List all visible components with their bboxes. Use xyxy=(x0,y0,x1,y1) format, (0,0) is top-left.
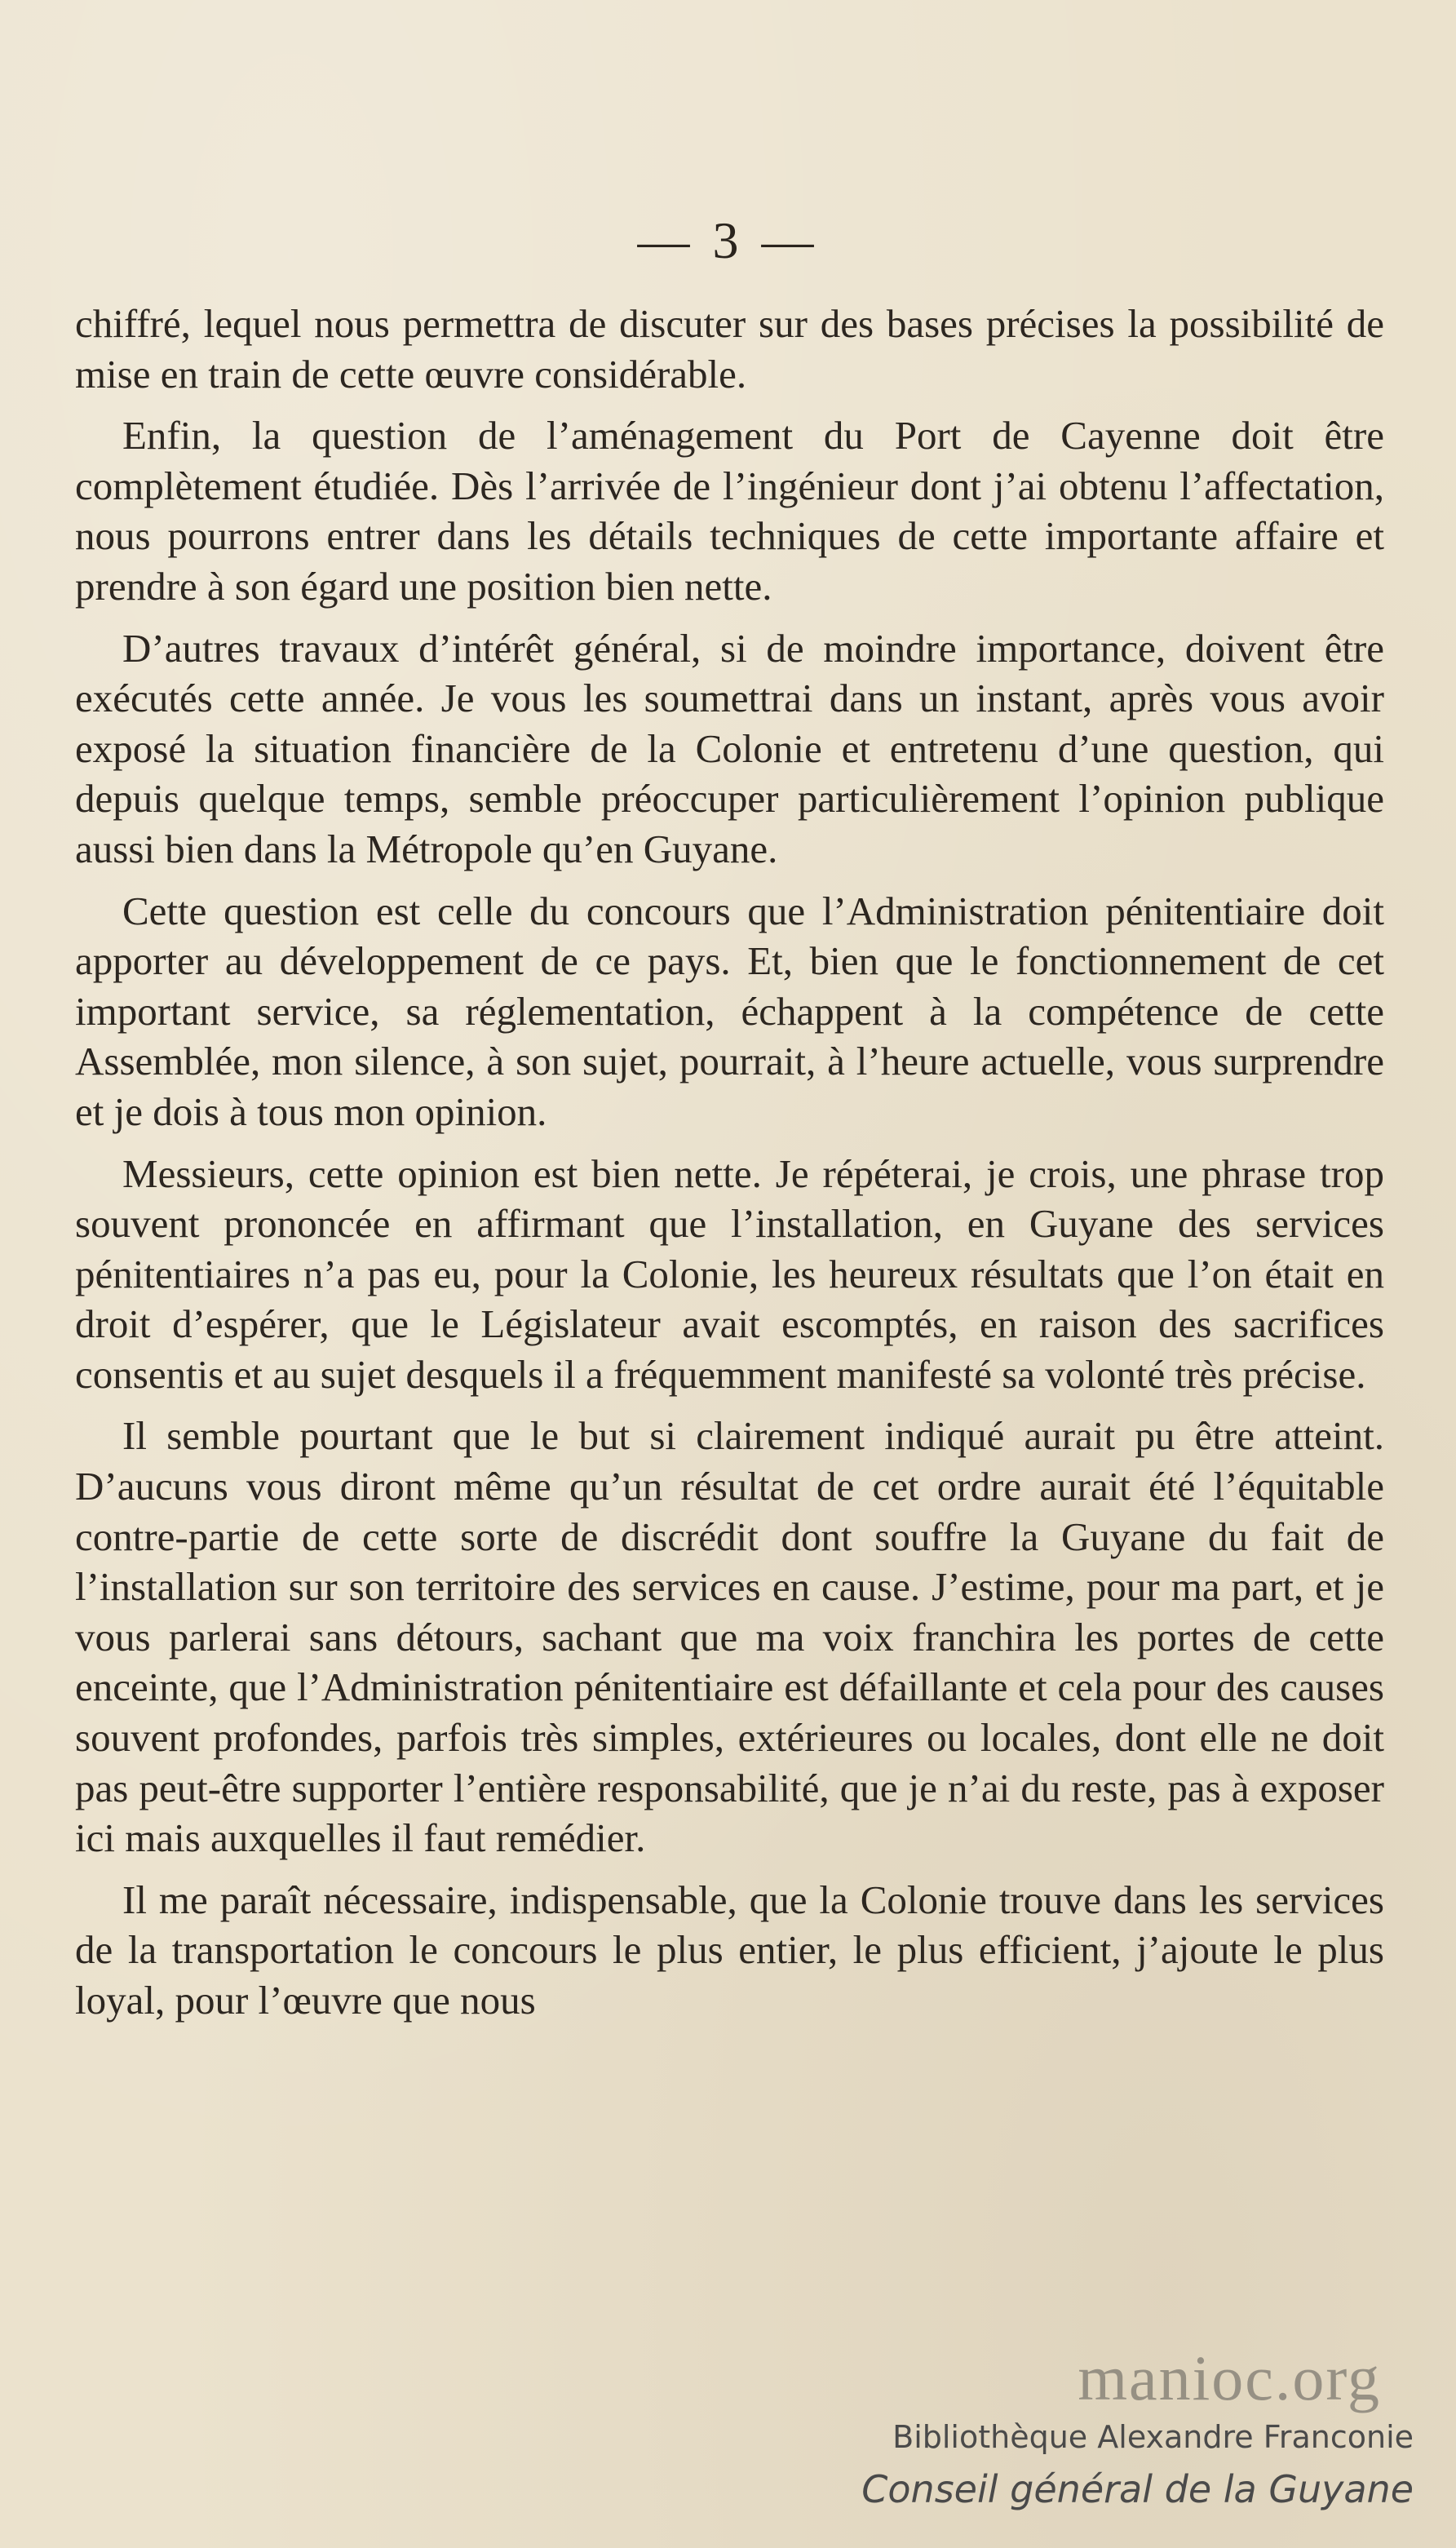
paragraph-1: chiffré, lequel nous permettra de discuter sur des bases précises la possibilité de mise en train de cette œuvre considérable. xyxy=(75,301,1384,397)
library-credit: Bibliothèque Alexandre Franconie xyxy=(892,2419,1414,2455)
paragraph-4: Cette question est celle du concours que l’Administration pénitentiaire doit apporter au développement de ce pays. Et, bien que le fonctionnement de cet important service, sa réglementation, échappent à la compétence de cette Assemblée, mon silence, à son sujet, pourrait, à l’heure actuelle, vous surprendre et je dois à tous mon opinion. xyxy=(75,888,1384,1134)
paragraph-5: Messieurs, cette opinion est bien nette. Je répéterai, je crois, une phrase trop souvent prononcée en affirmant que l’installation, en Guyane des services pénitentiaires n’a pas eu, pour la Colonie, les heureux résultats que l’on était en droit d’espérer, que le Législateur avait escomptés, en raison des sacrifices consentis et au sujet desquels il a fréquemment manifesté sa volonté très précise. xyxy=(75,1150,1384,1397)
paragraph-2: Enfin, la question de l’aménagement du Port de Cayenne doit être complètement étudiée. Dès l’arrivée de l’ingénieur dont j’ai obtenu l’affectation, nous pourrons entrer dans les détails techniques de cette importante affaire et prendre à son égard une position bien nette. xyxy=(75,413,1384,609)
paragraph-7: Il me paraît nécessaire, indispensable, que la Colonie trouve dans les services de la transportation le concours le plus entier, le plus efficient, j’ajoute le plus loyal, pour l’œuvre que nous xyxy=(75,1877,1384,2023)
body-text xyxy=(75,299,1384,2037)
paragraph-3: D’autres travaux d’intérêt général, si de moindre importance, doivent être exécutés cette année. Je vous les soumettrai dans un instant, après vous avoir exposé la situation financière de la Colonie et entretenu d’une question, qui depuis quelque temps, semble préoccuper particulièrement l’opinion publique aussi bien dans la Métropole qu’en Guyane. xyxy=(75,625,1384,871)
watermark-logo: manioc.org xyxy=(1078,2342,1381,2413)
paragraph-6: Il semble pourtant que le but si clairement indiqué aurait pu être atteint. D’aucuns vous diront même qu’un résultat de cet ordre aurait été l’équitable contre-partie de cette sorte de discrédit dont souffre la Guyane du fait de l’installation sur son territoire des services en cause. J’estime, pour ma part, et je vous parlerai sans détours, sachant que ma voix franchira les portes de cette enceinte, que l’Administration pénitentiaire est défaillante et cela pour des causes souvent profondes, parfois très simples, extérieures ou locales, dont elle ne doit pas peut-être supporter l’entière responsabilité, que je n’ai du reste, pas à exposer ici mais auxquelles il faut remédier. xyxy=(75,1413,1384,1861)
page-number: — 3 — xyxy=(637,211,819,269)
council-credit: Conseil général de la Guyane xyxy=(861,2467,1414,2511)
